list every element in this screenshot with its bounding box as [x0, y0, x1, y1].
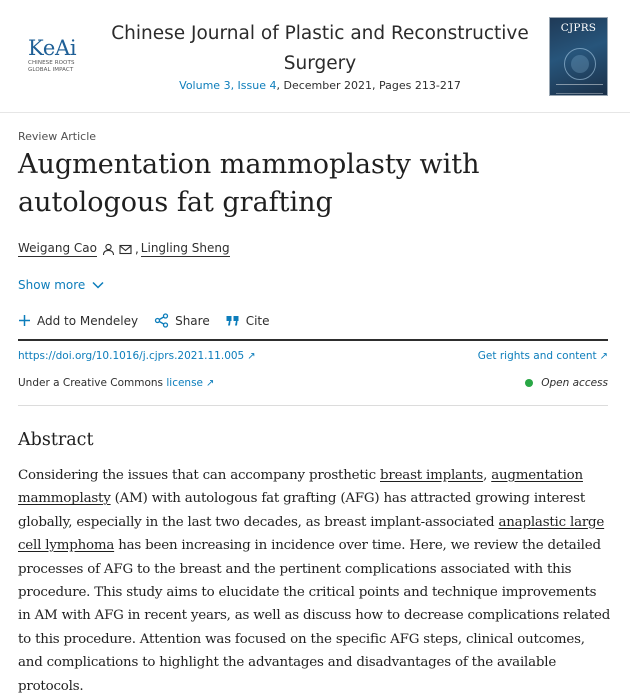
header-divider	[0, 112, 630, 113]
license-prefix: Under a Creative Commons	[18, 377, 167, 389]
cite-button[interactable]	[226, 314, 270, 328]
open-access-badge	[525, 377, 608, 389]
author-link-2[interactable]: Lingling Sheng	[140, 241, 230, 255]
breast-implants-link[interactable]: breast implants	[380, 468, 484, 483]
add-to-mendeley-button[interactable]	[18, 314, 138, 328]
doi-link[interactable]	[18, 350, 256, 362]
person-icon[interactable]	[102, 243, 115, 256]
article-actions-bar	[18, 313, 286, 328]
cite-label: Cite	[245, 313, 270, 328]
abstract-segment: ,	[483, 468, 492, 483]
journal-cover-image[interactable]	[549, 17, 608, 96]
abstract-segment: Considering the issues that can accompany prosthetic	[18, 468, 380, 483]
license-divider	[18, 405, 608, 406]
doi-row	[18, 350, 608, 362]
journal-issue-info	[104, 79, 536, 92]
mendeley-label: Add to Mendeley	[37, 313, 139, 328]
share-button[interactable]	[154, 313, 210, 328]
keai-tagline-line1: CHINESE ROOTS	[28, 60, 75, 66]
external-link-icon: ↗	[206, 378, 215, 389]
license-row	[18, 377, 608, 389]
external-link-icon: ↗	[599, 351, 608, 362]
doi-text: https://doi.org/10.1016/j.cjprs.2021.11.005	[18, 350, 245, 362]
email-icon[interactable]	[119, 243, 132, 256]
share-label: Share	[175, 313, 210, 328]
keai-tagline	[28, 60, 88, 73]
article-title: Augmentation mammoplasty with autologous fat grafting	[18, 149, 480, 218]
plus-icon	[18, 314, 31, 327]
volume-issue-link[interactable]: Volume 3, Issue 4	[179, 79, 277, 92]
license-info	[18, 377, 214, 389]
actions-divider	[18, 339, 608, 341]
abstract-text	[18, 464, 612, 698]
author-list	[18, 241, 230, 257]
get-rights-link[interactable]	[478, 350, 608, 362]
license-link-text: license	[166, 377, 204, 389]
share-icon	[154, 313, 169, 328]
journal-title[interactable]: Chinese Journal of Plastic and Reconstructive Surgery	[111, 23, 529, 74]
keai-tagline-line2: GLOBAL IMPACT	[28, 66, 74, 73]
chevron-down-icon	[92, 281, 104, 289]
cover-title: CJPRS	[560, 22, 597, 34]
anaplastic-large-cell-lymphoma-link[interactable]: anaplastic large cell lymphoma	[18, 514, 605, 554]
quote-icon	[226, 315, 240, 327]
license-link[interactable]	[166, 377, 214, 389]
abstract-segment: (AM) with autologous fat grafting (AFG) has attracted growing interest globally, especially in the last two decades, as breast implant-associated	[18, 491, 586, 530]
abstract-heading: Abstract	[18, 430, 94, 450]
cover-lines	[556, 84, 603, 94]
keai-logo[interactable]	[28, 37, 88, 73]
open-access-dot-icon	[525, 379, 533, 387]
external-link-icon: ↗	[247, 351, 256, 362]
show-more-button[interactable]	[18, 278, 104, 292]
cover-graphic-inner	[571, 55, 589, 73]
keai-wordmark: KeAi	[28, 36, 77, 60]
author-link-1[interactable]: Weigang Cao	[18, 241, 97, 255]
augmentation-mammoplasty-link[interactable]: augmentation mammoplasty	[18, 468, 583, 507]
show-more-label: Show more	[18, 278, 86, 292]
author-separator: ,	[134, 242, 139, 256]
open-access-label: Open access	[541, 377, 608, 389]
journal-header	[0, 0, 630, 110]
issue-date-pages: , December 2021, Pages 213-217	[276, 79, 461, 92]
rights-text: Get rights and content	[477, 350, 597, 362]
abstract-segment: has been increasing in incidence over time. Here, we review the detailed processes of AFG to the breast and the pertinent complications associated with this procedure. This study aims to elucidate the critical points and technique improvements in AM with AFG in recent years, as well as discuss how to decrease complications related to this procedure. Attention was focused on the specific AFG steps, clinical outcomes, and complications to highlight the advantages and disadvantages of the available protocols.	[18, 538, 611, 694]
article-type: Review Article	[18, 130, 97, 143]
